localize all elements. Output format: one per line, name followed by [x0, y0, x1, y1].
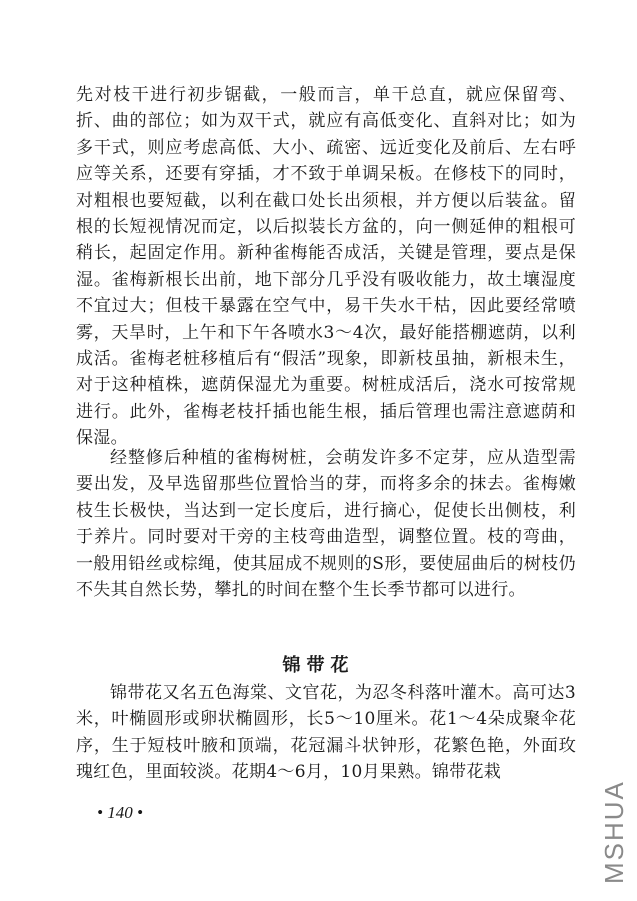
body-paragraph-1: 先对枝干进行初步锯截，一般而言，单干总直，就应保留弯、折、曲的部位；如为双干式，就应有高低变化、直斜对比；如为多干式，则应考虑高低、大小、疏密、远近变化及前后、左右呼应等关系，还要有穿插，才不致于单调呆板。在修枝下的同时，对粗根也要短截，以利在截口处长出须根，并方便以后装盆。留根的长短视情况而定，以后拟装长方盆的，向一侧延伸的粗根可稍长，起固定作用。新种雀梅能否成活，关键是管理，要点是保湿。雀梅新根长出前，地下部分几乎没有吸收能力，故土壤湿度不宜过大；但枝干暴露在空气中，易干失水干枯，因此要经常喷雾，天旱时，上午和下午各喷水3～4次，最好能搭棚遮荫，以利成活。雀梅老桩移植后有“假活”现象，即新枝虽抽，新根未生，对于这种植株，遮荫保湿尤为重要。树桩成活后，浇水可按常规进行。此外，雀梅老枝扦插也能生根，插后管理也需注意遮荫和保湿。: [76, 85, 576, 449]
body-paragraph-2: 经整修后种植的雀梅树桩，会萌发许多不定芽，应从造型需要出发，及早选留那些位置恰当的芽，而将多余的抹去。雀梅嫩枝生长极快，当达到一定长度后，进行摘心，促使长出侧枝，利于养片。同时要对干旁的主枝弯曲造型，调整位置。枝的弯曲，一般用铅丝或棕绳，使其屈成不规则的S形，要使屈曲后的树枝仍不失其自然长势，攀扎的时间在整个生长季节都可以进行。: [76, 448, 576, 601]
watermark-text: MSHUA: [599, 780, 629, 884]
section-heading: 锦带花: [282, 655, 355, 676]
page-number: • 140 •: [97, 803, 143, 822]
body-paragraph-3: 锦带花又名五色海棠、文官花，为忍冬科落叶灌木。高可达3米，叶椭圆形或卵状椭圆形，长5～10厘米。花1～4朵成聚伞花序，生于短枝叶腋和顶端，花冠漏斗状钟形，花繁色艳，外面玫瑰红色，里面较淡。花期4～6月，10月果熟。锦带花栽: [76, 683, 576, 783]
